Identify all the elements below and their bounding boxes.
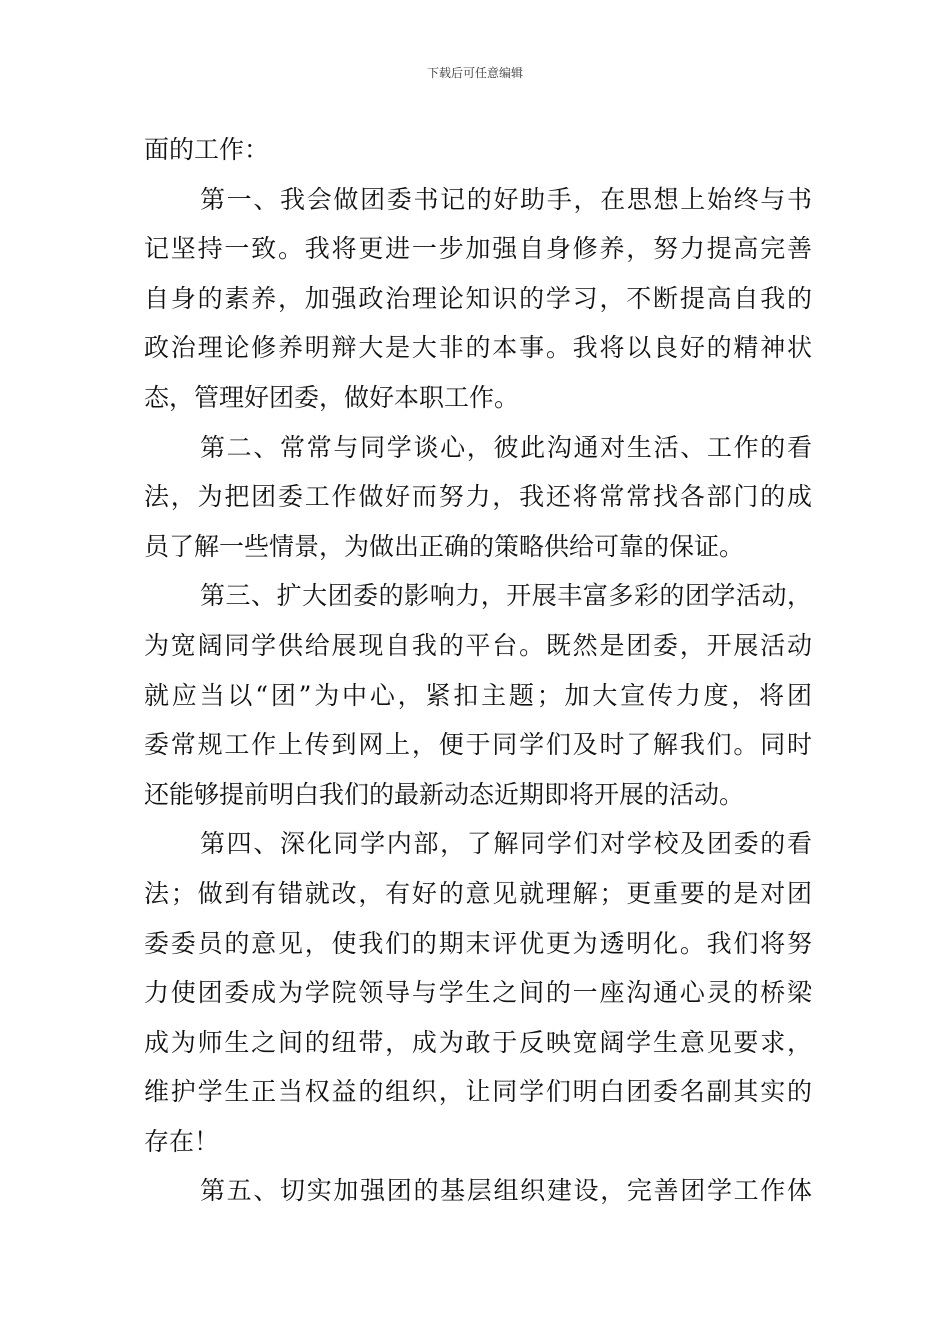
text-line: 第三、扩大团委的影响力，开展丰富多彩的团学活动， [200,581,812,611]
text-line: 员了解一些情景，为做出正确的策略供给可靠的保证。 [144,531,745,561]
text-line: 第二、常常与同学谈心，彼此沟通对生活、工作的看 [200,432,812,462]
text-line: 为宽阔同学供给展现自我的平台。既然是团委，开展活动 [144,630,812,660]
text-line: 法；做到有错就改，有好的意见就理解；更重要的是对团 [144,878,812,908]
text-line: 第四、深化同学内部，了解同学们对学校及团委的看 [200,829,812,859]
page-header: 下载后可任意编辑 [426,66,523,80]
text-line: 还能够提前明白我们的最新动态近期即将开展的活动。 [144,779,745,809]
text-line: 存在！ [144,1126,220,1156]
text-line: 面的工作： [144,135,270,164]
text-line: 委委员的意见，使我们的期末评优更为透明化。我们将努 [144,928,812,958]
text-line: 就应当以“团”为中心，紧扣主题；加大宣传力度，将团 [144,680,812,710]
text-line: 记坚持一致。我将更进一步加强自身修养，努力提高完善 [144,234,812,264]
text-line: 委常规工作上传到网上，便于同学们及时了解我们。同时 [144,730,812,760]
text-line: 力使团委成为学院领导与学生之间的一座沟通心灵的桥梁 [144,978,812,1008]
text-line: 维护学生正当权益的组织，让同学们明白团委名副其实的 [144,1077,812,1107]
text-line: 第一、我会做团委书记的好助手，在思想上始终与书 [200,184,812,214]
document-body [144,125,812,1216]
text-line: 态，管理好团委，做好本职工作。 [144,382,520,412]
text-line: 第五、切实加强团的基层组织建设，完善团学工作体 [200,1176,812,1206]
text-line: 政治理论修养明辩大是大非的本事。我将以良好的精神状 [144,333,812,363]
text-line: 法，为把团委工作做好而努力，我还将常常找各部门的成 [144,482,812,512]
text-line: 成为师生之间的纽带，成为敢于反映宽阔学生意见要求， [144,1027,812,1057]
text-line: 自身的素养，加强政治理论知识的学习，不断提高自我的 [144,283,812,313]
